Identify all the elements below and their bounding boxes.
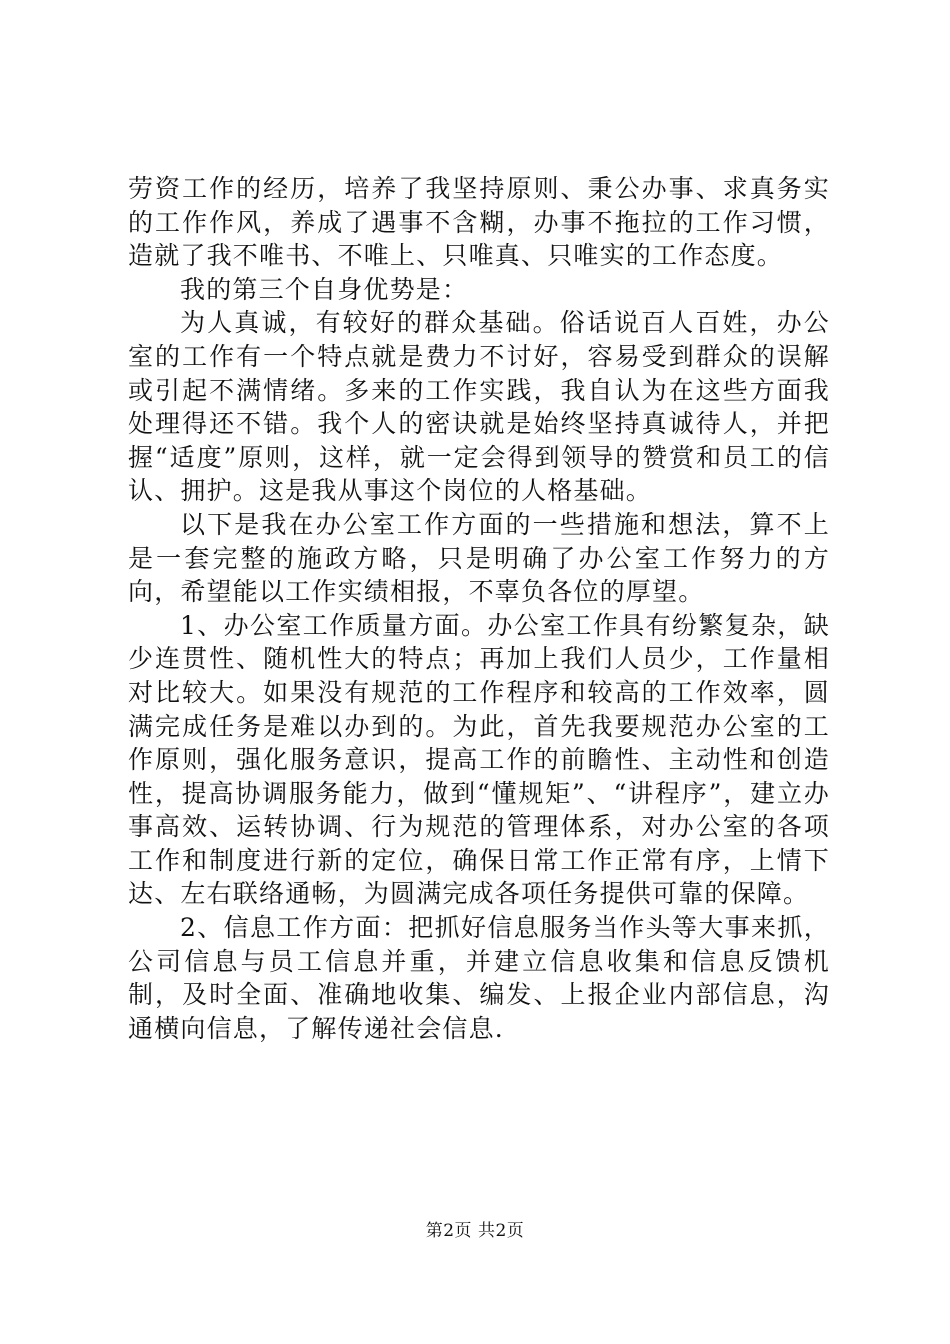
paragraph-continuation: 劳资工作的经历，培养了我坚持原则、秉公办事、求真务实的工作作风，养成了遇事不含糊，办事不拖拉的工作习惯，造就了我不唯书、不唯上、只唯真、只唯实的工作态度。 [128, 174, 830, 271]
paragraph-office-quality: 1、办公室工作质量方面。办公室工作具有纷繁复杂，缺少连贯性、随机性大的特点；再加上我们人员少，工作量相对比较大。如果没有规范的工作程序和较高的工作效率，圆满完成任务是难以办到的。为此，首先我要规范办公室的工作原则，强化服务意识，提高工作的前瞻性、主动性和创造性，提高协调服务能力，做到“懂规矩”、“讲程序”，建立办事高效、运转协调、行为规范的管理体系，对办公室的各项工作和制度进行新的定位，确保日常工作正常有序，上情下达、左右联络通畅，为圆满完成各项任务提供可靠的保障。 [128, 610, 830, 909]
page-number-footer: 第2页 共2页 [425, 1221, 525, 1241]
paragraph-sincerity: 为人真诚，有较好的群众基础。俗话说百人百姓，办公室的工作有一个特点就是费力不讨好，容易受到群众的误解或引起不满情绪。多来的工作实践，我自认为在这些方面我处理得还不错。我个人的密诀就是始终坚持真诚待人，并把握“适度”原则，这样，就一定会得到领导的赞赏和员工的信认、拥护。这是我从事这个岗位的人格基础。 [128, 308, 830, 506]
document-body [128, 172, 830, 1045]
paragraph-information-work: 2、信息工作方面：把抓好信息服务当作头等大事来抓，公司信息与员工信息并重，并建立信息收集和信息反馈机制，及时全面、准确地收集、编发、上报企业内部信息，沟通横向信息，了解传递社会信息. [128, 913, 830, 1043]
paragraph-third-advantage-heading: 我的第三个自身优势是： [180, 274, 469, 304]
paragraph-measures-intro: 以下是我在办公室工作方面的一些措施和想法，算不上是一套完整的施政方略，只是明确了办公室工作努力的方向，希望能以工作实绩相报，不辜负各位的厚望。 [128, 509, 830, 607]
